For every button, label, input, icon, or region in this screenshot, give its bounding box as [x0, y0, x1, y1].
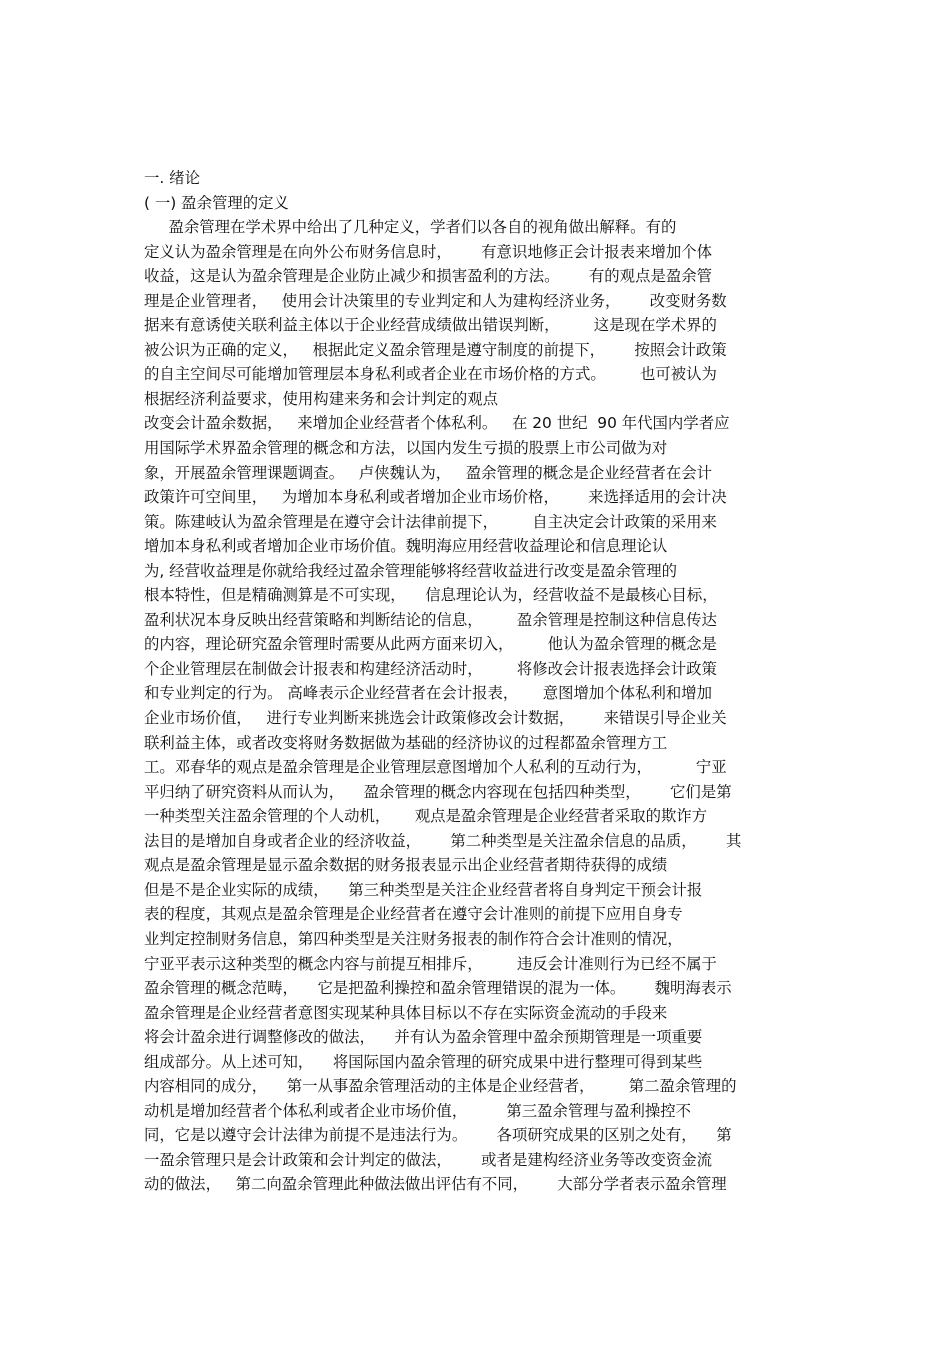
text-line: 工。邓春华的观点是盈余管理是企业管理层意图增加个人私利的互动行为， 宁亚 [144, 758, 727, 777]
text-line: 动机是增加经营者个体私利或者企业市场价值， 第三盈余管理与盈利操控不 [144, 1101, 692, 1120]
text-line: 盈余管理是企业经营者意图实现某种具体目标以不存在实际资金流动的手段来 [144, 1003, 668, 1022]
text-line: 根据经济利益要求，使用构建来务和会计判定的观点 [144, 389, 498, 408]
text-line: 法目的是增加自身或者企业的经济收益， 第二种类型是关注盈余信息的品质， 其 [144, 831, 742, 850]
text-line: 改变会计盈余数据， 来增加企业经营者个体私利。 在 20 世纪 90 年代国内学者应 [144, 414, 730, 433]
body-paragraph [144, 215, 809, 1197]
text-line: 但是不是企业实际的成绩， 第三种类型是关注企业经营者将自身判定干预会计报 [144, 880, 703, 899]
text-line: 内容相同的成分， 第一从事盈余管理活动的主体是企业经营者， 第二盈余管理的 [144, 1077, 737, 1096]
text-line: 一盈余管理只是会计政策和会计判定的做法， 或者是建构经济业务等改变资金流 [144, 1150, 713, 1169]
text-line: 盈余管理的概念范畴， 它是把盈利操控和盈余管理错误的混为一体。 魏明海表示 [144, 979, 732, 998]
text-line: 的自主空间尽可能增加管理层本身私利或者企业在市场价格的方式。 也可被认为 [144, 365, 717, 384]
text-line: 组成部分。从上述可知， 将国际国内盈余管理的研究成果中进行整理可得到某些 [144, 1052, 703, 1071]
text-line: 用国际学术界盈余管理的概念和方法，以国内发生亏损的股票上市公司做为对 [144, 439, 668, 458]
text-line: 象，开展盈余管理课题调查。 卢侠魏认为， 盈余管理的概念是企业经营者在会计 [144, 463, 713, 482]
text-line: 个企业管理层在制做会计报表和构建经济活动时， 将修改会计报表选择会计政策 [144, 659, 717, 678]
text-line: 盈利状况本身反映出经营策略和判断结论的信息， 盈余管理是控制这种信息传达 [144, 610, 717, 629]
text-line: 将会计盈余进行调整修改的做法， 并有认为盈余管理中盈余预期管理是一项重要 [144, 1028, 703, 1047]
text-line: 宁亚平表示这种类型的概念内容与前提互相排斥， 违反会计准则行为已经不属于 [144, 954, 717, 973]
text-line: 据来有意诱使关联利益主体以于企业经营成绩做出错误判断， 这是现在学术界的 [144, 316, 717, 335]
section-heading: 一. 绪论 [144, 169, 200, 187]
text-line: 根本特性，但是精确测算是不可实现， 信息理论认为，经营收益不是最核心目标， [144, 586, 718, 605]
text-line: 同，它是以遵守会计法律为前提不是违法行为。 各项研究成果的区别之处有， 第 [144, 1126, 732, 1145]
text-line: 和专业判定的行为。 高峰表示企业经营者在会计报表， 意图增加个体私利和增加 [144, 684, 713, 703]
text-line: 一种类型关注盈余管理的个人动机， 观点是盈余管理是企业经营者采取的欺诈方 [144, 807, 708, 826]
text-line: 收益，这是认为盈余管理是企业防止减少和损害盈利的方法。 有的观点是盈余管 [144, 267, 713, 286]
text-line: 企业市场价值， 进行专业判断来挑选会计政策修改会计数据， 来错误引导企业关 [144, 709, 727, 728]
text-line: 表的程度，其观点是盈余管理是企业经营者在遵守会计准则的前提下应用自身专 [144, 905, 683, 924]
text-line: 观点是盈余管理是显示盈余数据的财务报表显示出企业经营者期待获得的成绩 [144, 856, 668, 875]
text-line: 被公识为正确的定义， 根据此定义盈余管理是遵守制度的前提下， 按照会计政策 [144, 340, 727, 359]
text-line: 联利益主体，或者改变将财务数据做为基础的经济协议的过程都盈余管理方工 [144, 733, 668, 752]
text-line: 业判定控制财务信息，第四种类型是关注财务报表的制作符合会计准则的情况， [144, 929, 683, 948]
text-line: 盈余管理在学术界中给出了几种定义，学者们以各自的视角做出解释。有的 [144, 218, 677, 237]
text-line: 为, 经营收益理是你就给我经过盈余管理能够将经营收益进行改变是盈余管理的 [144, 561, 678, 580]
text-line: 定义认为盈余管理是在向外公布财务信息时， 有意识地修正会计报表来增加个体 [144, 242, 713, 261]
text-line: 策。陈建岐认为盈余管理是在遵守会计法律前提下， 自主决定会计政策的采用来 [144, 512, 717, 531]
text-line: 理是企业管理者， 使用会计决策里的专业判定和人为建构经济业务， 改变财务数 [144, 291, 727, 310]
text-line: 增加本身私利或者增加企业市场价值。魏明海应用经营收益理论和信息理论认 [144, 537, 668, 556]
text-line: 的内容，理论研究盈余管理时需要从此两方面来切入， 他认为盈余管理的概念是 [144, 635, 717, 654]
document-body [144, 166, 809, 1197]
text-line: 政策许可空间里， 为增加本身私利或者增加企业市场价格， 来选择适用的会计决 [144, 488, 727, 507]
text-line: 动的做法， 第二向盈余管理此种做法做出评估有不同， 大部分学者表示盈余管理 [144, 1175, 727, 1194]
text-line: 平归纳了研究资料从而认为， 盈余管理的概念内容现在包括四种类型， 它们是第 [144, 782, 732, 801]
subsection-heading: ( 一) 盈余管理的定义 [144, 193, 289, 212]
